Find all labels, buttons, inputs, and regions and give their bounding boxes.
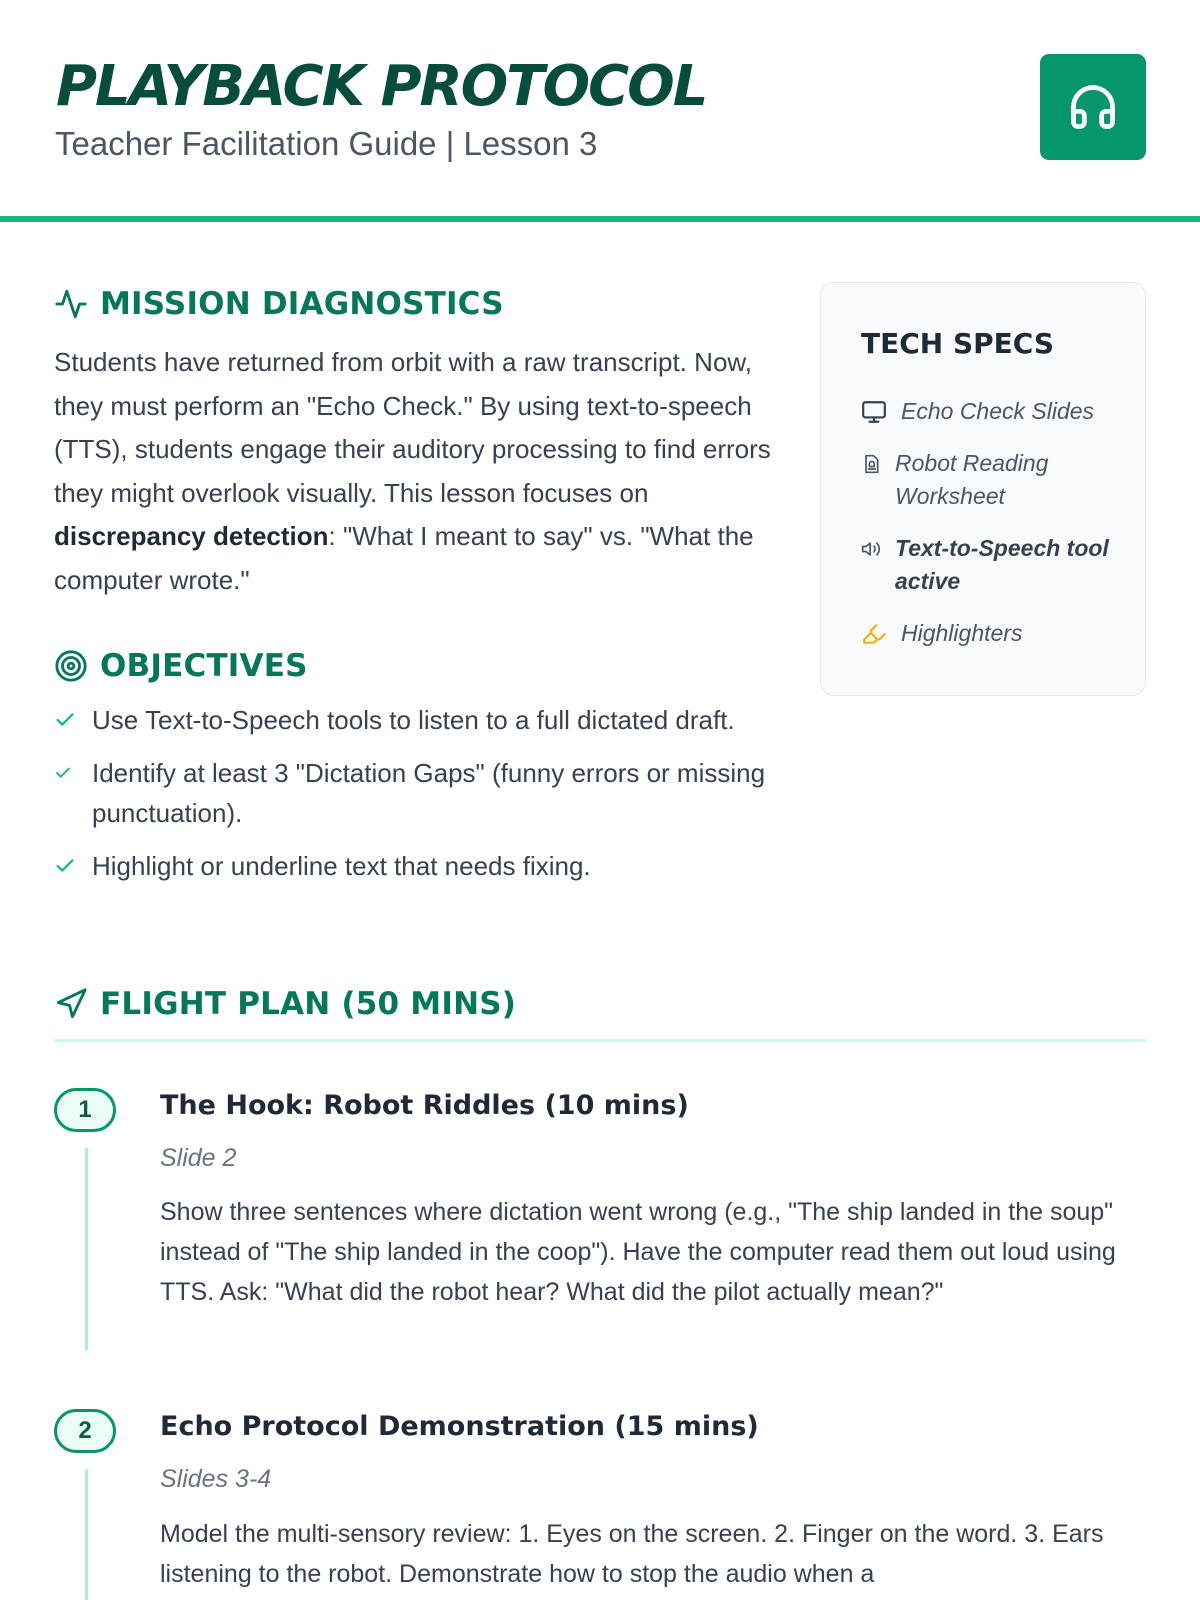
logo-badge [1040,54,1146,160]
spec-item-slides [861,395,1094,429]
step-number-badge: 2 [54,1409,116,1453]
monitor-icon [861,399,887,425]
step-title: Echo Protocol Demonstration (15 mins) [160,1411,759,1442]
tech-specs-title: TECH SPECS [861,327,1055,360]
objectives-title: OBJECTIVES [100,648,308,684]
timeline-line [85,1469,88,1600]
step-slide-ref: Slides 3-4 [160,1465,272,1493]
activity-icon [54,287,88,321]
step-number-badge: 1 [54,1088,116,1132]
intro-text-end: : "What I meant to say" vs. "What the computer wrote." [54,521,754,595]
step-description: Show three sentences where dictation went wrong (e.g., "The ship landed in the soup" instead of "The ship landed in the coop"). Have the computer read them out loud using TTS. Ask: "What did the robot hear? What did the pilot actually mean?" [160,1198,1116,1306]
check-icon [54,855,76,877]
intro-bold-term: discrepancy detection [54,521,329,551]
objective-item [54,846,774,886]
intro-text-start: Students have returned from orbit with a raw transcript. Now, they must perform an "Echo Check." By using text-to-speech (TTS), students engage their auditory processing to find errors they might overlook visually. This lesson focuses on [54,347,771,508]
step-slide-ref: Slide 2 [160,1144,237,1172]
timeline-line [85,1148,88,1350]
check-icon [54,764,72,782]
spec-label: Robot Reading Worksheet [895,450,1049,509]
step-description: Model the multi-sensory review: 1. Eyes on the screen. 2. Finger on the word. 3. Ears listening to the robot. Demonstrate how to stop the audio when a [160,1520,1104,1588]
objectives-heading [54,646,308,686]
page-title: PLAYBACK PROTOCOL [56,54,707,119]
objective-text: Use Text-to-Speech tools to listen to a full dictated draft. [92,705,735,735]
spec-label: Echo Check Slides [901,398,1095,424]
diagnostics-text [54,341,774,602]
spec-label: Highlighters [901,620,1023,646]
spec-item-worksheet [861,447,1111,513]
step-title: The Hook: Robot Riddles (10 mins) [160,1090,689,1121]
objectives-list [54,700,774,899]
highlighter-icon [861,621,887,647]
page-header [0,0,1200,222]
flight-plan-heading [54,984,516,1024]
section-divider [54,1039,1146,1042]
page-subtitle: Teacher Facilitation Guide | Lesson 3 [55,125,598,162]
check-icon [54,709,76,731]
spec-item-tts [861,532,1111,598]
speaker-icon [861,539,881,559]
headphones-icon [1067,81,1119,133]
objective-text: Identify at least 3 "Dictation Gaps" (funny errors or missing punctuation). [92,758,766,828]
objective-text: Highlight or underline text that needs fixing. [92,851,591,881]
diagnostics-heading [54,284,504,324]
objective-item [54,700,774,740]
diagnostics-title: MISSION DIAGNOSTICS [100,286,504,322]
send-icon [54,987,88,1021]
worksheet-icon [861,454,881,474]
spec-item-highlighters [861,617,1022,651]
spec-label: Text-to-Speech tool active [895,535,1109,594]
objective-item [54,753,774,833]
target-icon [54,649,88,683]
tech-specs-card [820,282,1146,696]
flight-plan-title: FLIGHT PLAN (50 MINS) [100,986,517,1022]
